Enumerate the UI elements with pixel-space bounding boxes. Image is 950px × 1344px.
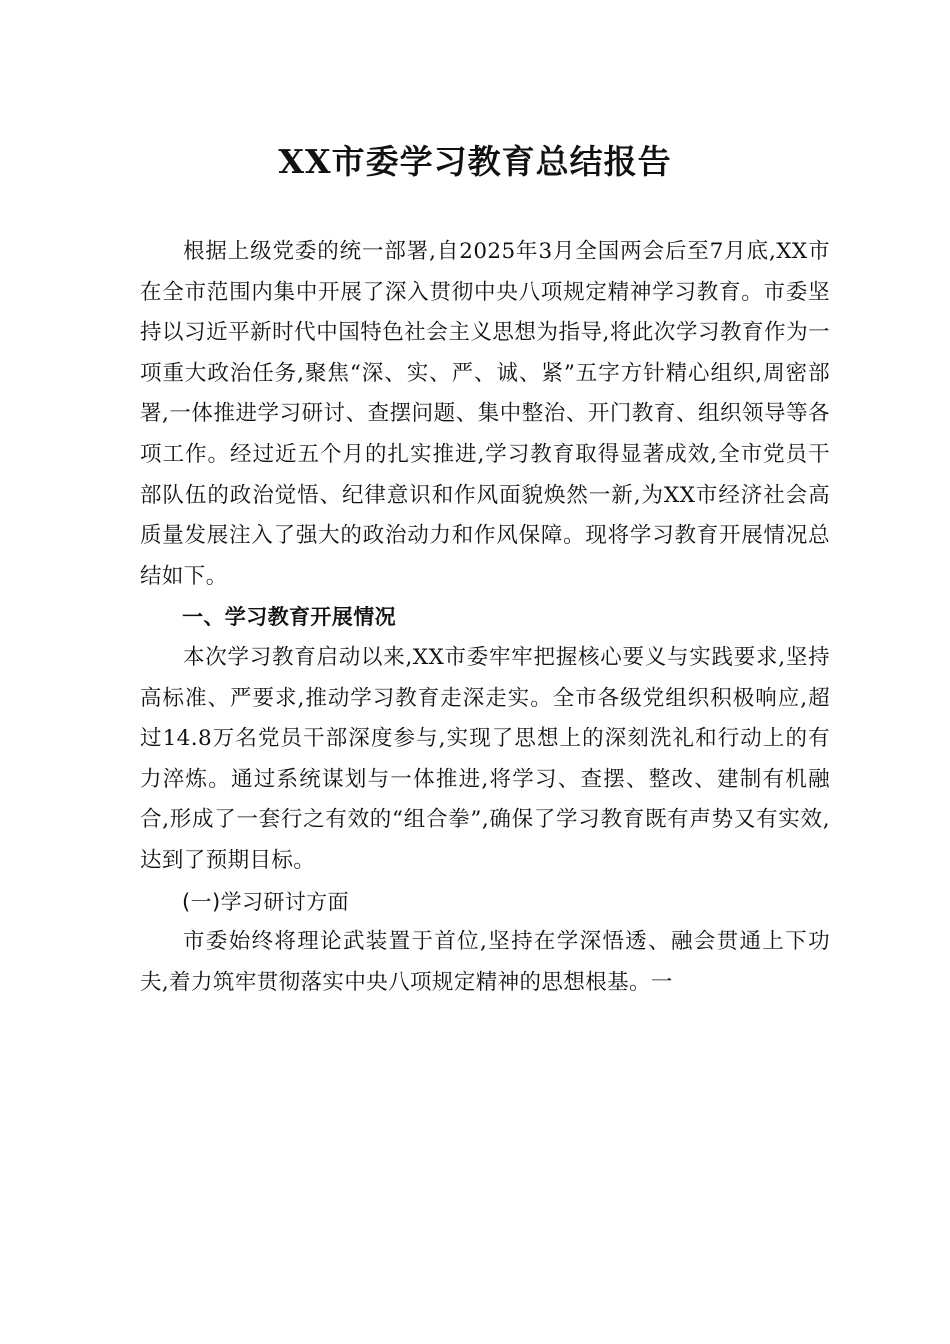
document-body — [140, 232, 830, 1003]
document-title: XX市委学习教育总结报告 — [278, 142, 672, 181]
intro-paragraph: 根据上级党委的统一部署,自2025年3月全国两会后至7月底,XX市在全市范围内集中开展了深入贯彻中央八项规定精神学习教育。市委坚持以习近平新时代中国特色社会主义思想为指导,将此次学习教育作为一项重大政治任务,聚焦“深、实、严、诚、紧”五字方针精心组织,周密部署,一体推进学习研讨、查摆问题、集中整治、开门教育、组织领导等各项工作。经过近五个月的扎实推进,学习教育取得显著成效,全市党员干部队伍的政治觉悟、纪律意识和作风面貌焕然一新,为XX市经济社会高质量发展注入了强大的政治动力和作风保障。现将学习教育开展情况总结如下。 — [140, 239, 830, 589]
subsection-heading: (一)学习研讨方面 — [182, 889, 349, 914]
section-paragraph: 本次学习教育启动以来,XX市委牢牢把握核心要义与实践要求,坚持高标准、严要求,推动学习教育走深走实。全市各级党组织积极响应,超过14.8万名党员干部深度参与,实现了思想上的深刻洗礼和行动上的有力淬炼。通过系统谋划与一体推进,将学习、查摆、整改、建制有机融合,形成了一套行之有效的“组合拳”,确保了学习教育既有声势又有实效,达到了预期目标。 — [140, 644, 830, 873]
section-heading: 一、学习教育开展情况 — [182, 605, 396, 630]
subsection-paragraph: 市委始终将理论武装置于首位,坚持在学深悟透、融会贯通上下功夫,着力筑牢贯彻落实中央八项规定精神的思想根基。一 — [140, 929, 830, 995]
